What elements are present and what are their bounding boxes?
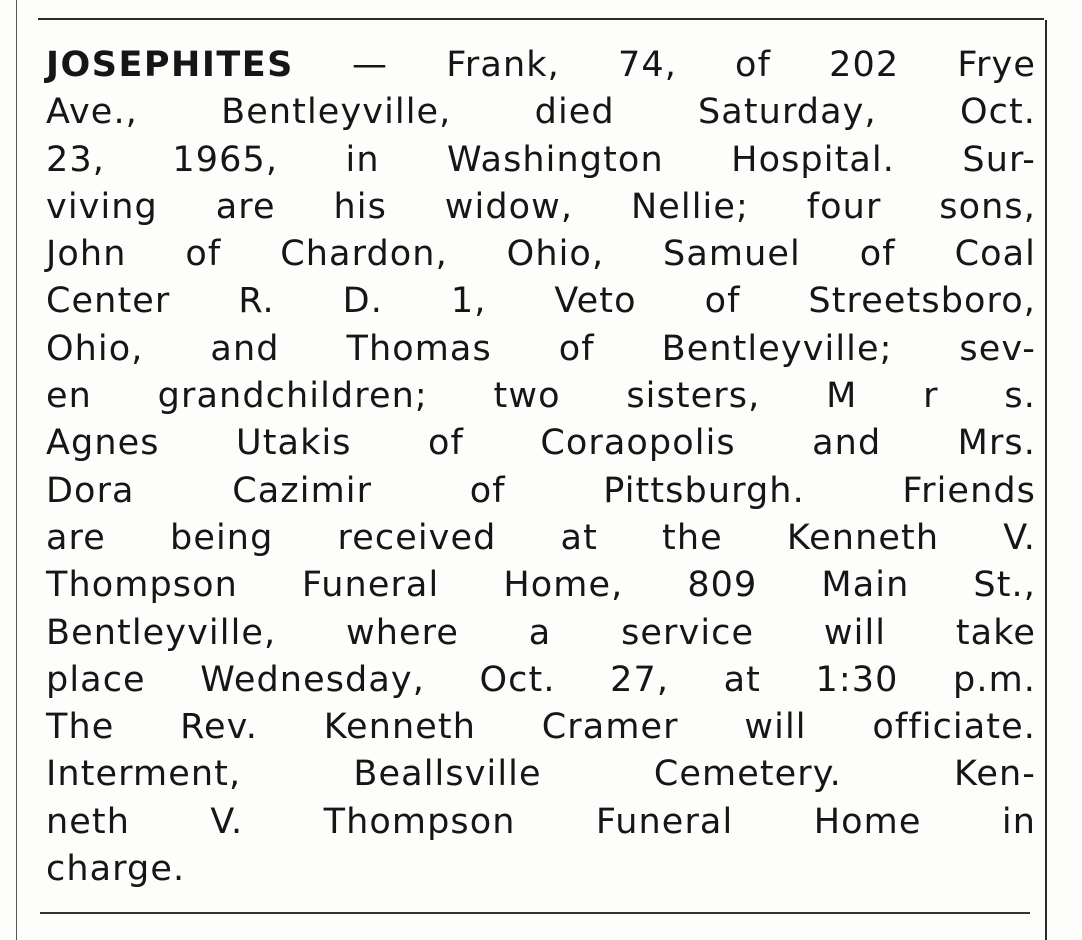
obituary-line: neth V. Thompson Funeral Home in <box>46 801 1036 842</box>
obituary-line: John of Chardon, Ohio, Samuel of Coal <box>46 234 1036 275</box>
obituary-line: Dora Cazimir of Pittsburgh. Friends <box>46 470 1036 511</box>
obituary-line: Bentleyville, where a service will take <box>46 612 1036 653</box>
obituary-line: en grandchildren; two sisters, M r s. <box>46 376 1036 417</box>
obituary-line: Thompson Funeral Home, 809 Main St., <box>46 565 1036 606</box>
obituary-surname: JOSEPHITES <box>46 45 294 85</box>
column-rule-right <box>1045 20 1047 940</box>
obituary-line: Center R. D. 1, Veto of Streetsboro, <box>46 281 1036 322</box>
scan-edge-left <box>16 0 17 940</box>
column-rule-bottom <box>40 912 1030 914</box>
obituary-line: charge. <box>46 849 186 890</box>
obituary-text <box>46 42 1036 893</box>
obituary-line-text: — Frank, 74, of 202 Frye <box>293 45 1036 85</box>
obituary-line: The Rev. Kenneth Cramer will officiate. <box>46 707 1036 748</box>
obituary-line: 23, 1965, in Washington Hospital. Sur- <box>46 139 1036 180</box>
obituary-line: Ohio, and Thomas of Bentleyville; sev- <box>46 328 1036 369</box>
obituary-line <box>46 42 1036 89</box>
obituary-line: are being received at the Kenneth V. <box>46 517 1036 558</box>
obituary-line: place Wednesday, Oct. 27, at 1:30 p.m. <box>46 659 1036 700</box>
obituary-line: Interment, Beallsville Cemetery. Ken- <box>46 754 1036 795</box>
obituary-line: Ave., Bentleyville, died Saturday, Oct. <box>46 92 1036 133</box>
column-rule-top <box>38 18 1044 20</box>
obituary-line: viving are his widow, Nellie; four sons, <box>46 186 1036 227</box>
obituary-line: Agnes Utakis of Coraopolis and Mrs. <box>46 423 1036 464</box>
